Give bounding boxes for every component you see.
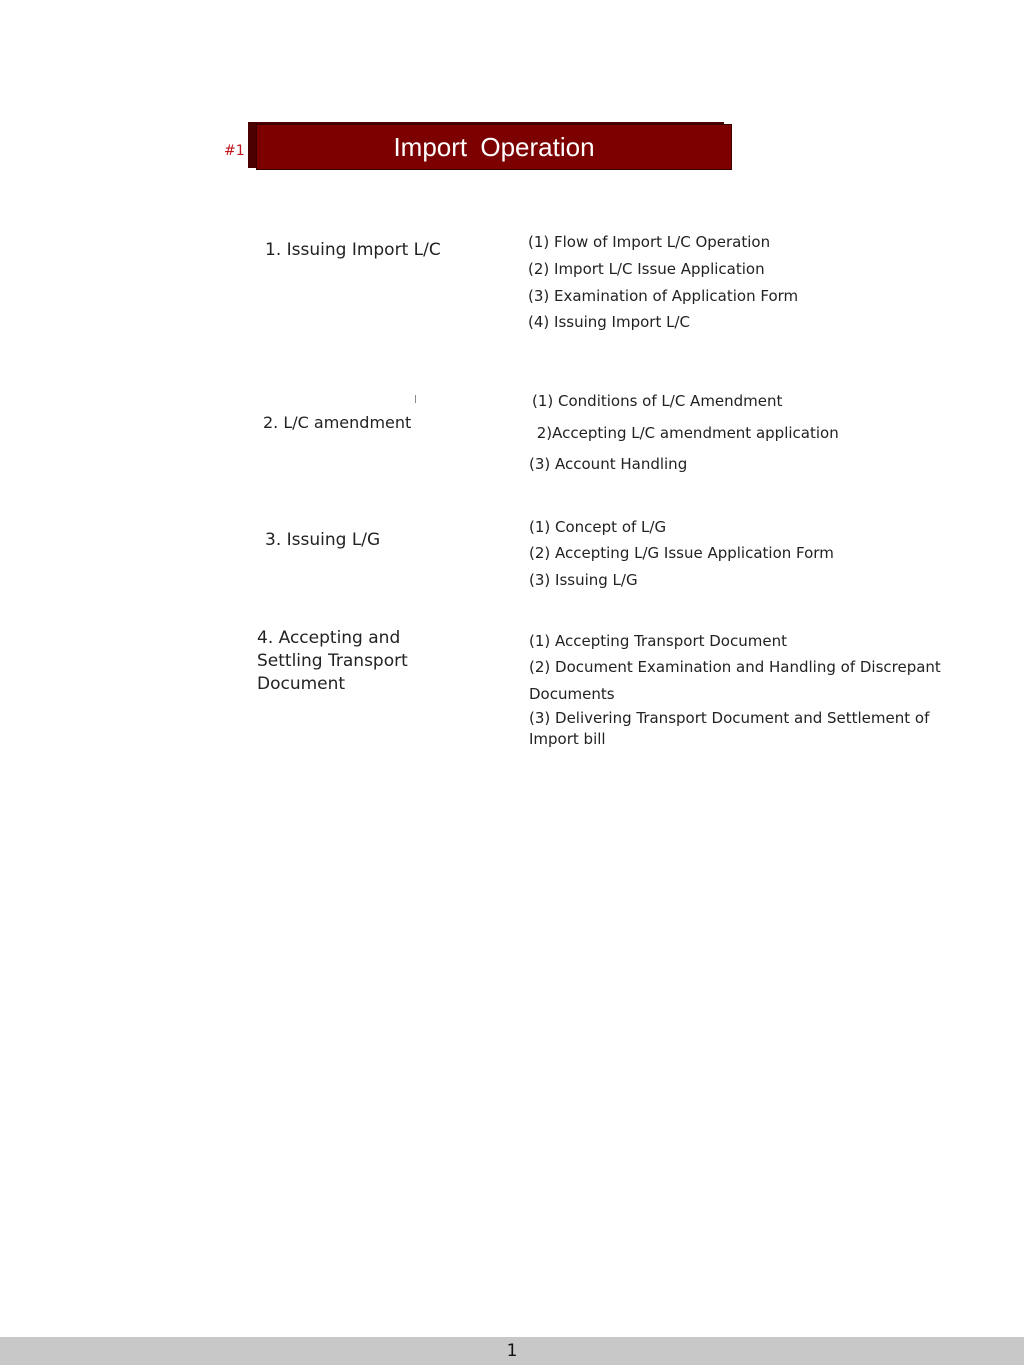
section-3-item-2: (2) Accepting L/G Issue Application Form: [529, 544, 834, 562]
title-banner: [256, 124, 732, 170]
section-1-item-3: (3) Examination of Application Form: [528, 287, 799, 305]
section-title-accepting-settling-transport-document: 4. Accepting and Settling Transport Document: [257, 628, 408, 694]
section-title-lc-amendment: 2. L/C amendment: [263, 413, 412, 432]
section-1-item-1: (1) Flow of Import L/C Operation: [528, 233, 771, 251]
slide-number: #1: [224, 143, 245, 159]
section-2-item-2: 2)Accepting L/C amendment application: [532, 424, 839, 442]
footer-bar: [0, 1337, 1024, 1365]
section-3-item-3: (3) Issuing L/G: [529, 571, 638, 589]
section-title-issuing-lg: 3. Issuing L/G: [265, 530, 381, 550]
section-4-item-2-continued: Documents: [529, 685, 615, 703]
section-1-item-4: (4) Issuing Import L/C: [528, 313, 690, 331]
decorative-tick-mark: [415, 395, 416, 403]
section-2-item-1: (1) Conditions of L/C Amendment: [532, 392, 783, 410]
section-4-item-2: (2) Document Examination and Handling of Discrepant: [529, 658, 941, 676]
section-title-issuing-import-lc: 1. Issuing Import L/C: [265, 240, 441, 260]
section-3-item-1: (1) Concept of L/G: [529, 518, 667, 536]
section-4-item-1: (1) Accepting Transport Document: [529, 632, 787, 650]
page-number: 1: [506, 1341, 518, 1361]
page-title: Import Operation: [393, 131, 595, 162]
section-1-item-2: (2) Import L/C Issue Application: [528, 260, 765, 278]
section-4-item-3: (3) Delivering Transport Document and Settlement of Import bill: [529, 709, 930, 748]
section-2-item-3: (3) Account Handling: [529, 455, 688, 473]
